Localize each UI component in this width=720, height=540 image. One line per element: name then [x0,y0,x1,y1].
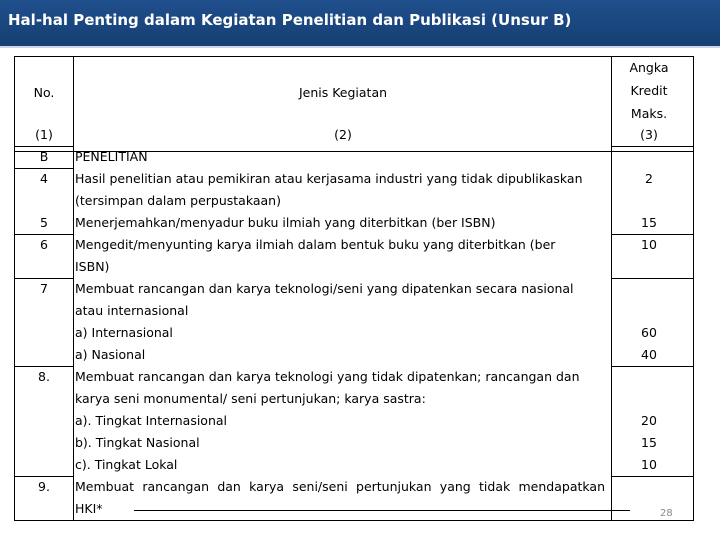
row-number: 9. [38,479,50,494]
title-bar [0,0,720,48]
row-activity-text: Hasil penelitian atau pemikiran atau kerjasama industri yang tidak dipublikaskan [75,171,583,186]
column-divider [73,57,74,520]
row-activity-text: Membuat rancangan dan karya teknologi/seni yang dipatenkan secara nasional [75,281,574,296]
row-number: B [39,149,49,164]
row-divider [611,146,693,147]
colnum-3: (3) [640,127,658,142]
row-credit: 2 [645,171,653,186]
row-credit: 40 [641,347,657,362]
page-number: 28 [660,508,673,519]
row-activity-text: b). Tingkat Nasional [75,435,200,450]
row-activity-text: ISBN) [75,259,110,274]
header-angka: Angka [629,60,669,75]
row-activity-text: Membuat rancangan dan karya seni/seni pertunjukan yang tidak mendapatkan [75,479,605,494]
row-activity-text: atau internasional [75,303,189,318]
row-activity-text: Menerjemahkan/menyadur buku ilmiah yang diterbitkan (ber ISBN) [75,215,496,230]
colnum-2: (2) [334,127,352,142]
row-activity-text: Mengedit/menyunting karya ilmiah dalam bentuk buku yang diterbitkan (ber [75,237,556,252]
row-credit: 20 [641,413,657,428]
row-divider [15,278,73,279]
row-divider [15,234,73,235]
header-maks: Maks. [630,106,668,121]
row-activity-text: HKI* [75,501,103,516]
row-activity-text: (tersimpan dalam perpustakaan) [75,193,281,208]
row-activity-text: PENELITIAN [75,149,148,164]
row-credit: 60 [641,325,657,340]
row-divider [611,278,693,279]
row-divider [611,366,693,367]
row-activity-text: a) Internasional [75,325,173,340]
row-activity-text: a). Tingkat Internasional [75,413,228,428]
header-jenis-kegiatan: Jenis Kegiatan [298,85,388,100]
row-divider [611,234,693,235]
row-divider [15,366,73,367]
slide-title: Hal-hal Penting dalam Kegiatan Penelitian dan Publikasi (Unsur B) [8,11,572,29]
row-activity-text: karya seni monumental/ seni pertunjukan; karya sastra: [75,391,426,406]
activity-table [14,56,694,521]
row-number: 6 [40,237,48,252]
row-credit: 15 [641,215,657,230]
row-credit: 15 [641,435,657,450]
row-activity-text: Membuat rancangan dan karya teknologi yang tidak dipatenkan; rancangan dan [75,369,580,384]
row-divider [15,168,73,169]
row-divider [15,476,73,477]
row-number: 4 [40,171,48,186]
header-no: No. [33,85,55,100]
row-divider [15,146,73,147]
row-credit: 10 [641,237,657,252]
row-number: 7 [40,281,48,296]
row-credit: 10 [641,457,657,472]
row-activity-text: c). Tingkat Lokal [75,457,178,472]
footer-rule [134,510,630,511]
row-number: 5 [40,215,48,230]
row-activity-text: a) Nasional [75,347,146,362]
header-kredit: Kredit [630,83,668,98]
row-number: 8. [38,369,50,384]
colnum-1: (1) [35,127,53,142]
row-divider [611,476,693,477]
